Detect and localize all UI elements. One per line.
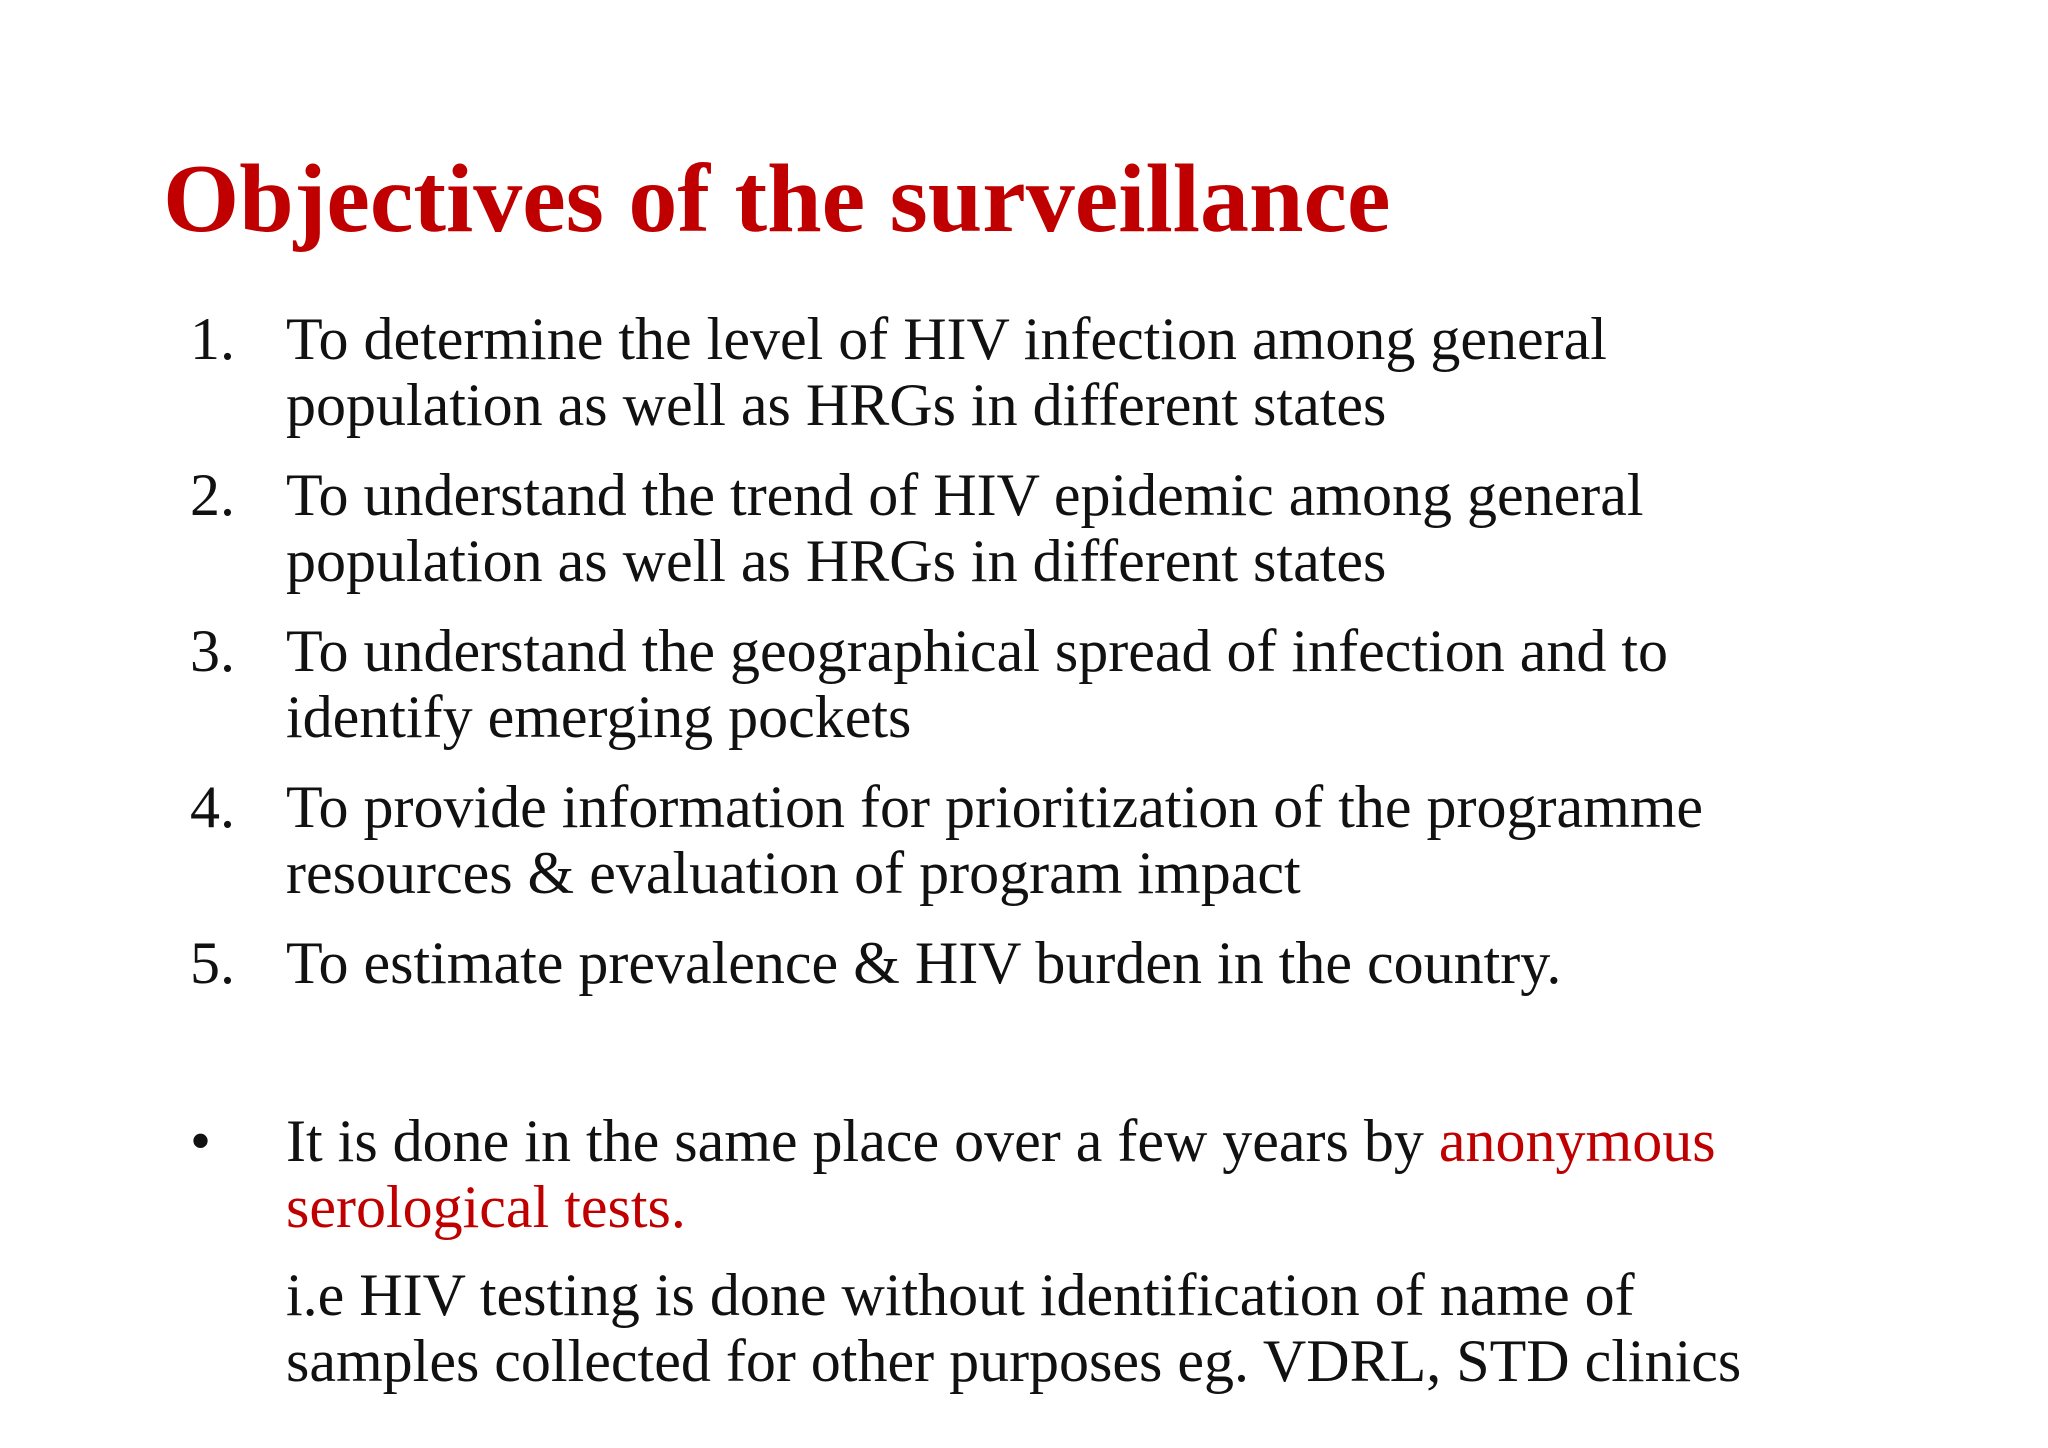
objective-line: To provide information for prioritization of the programme — [286, 774, 1704, 840]
objective-line: To determine the level of HIV infection among general — [286, 306, 1607, 372]
objective-line: population as well as HRGs in different states — [286, 528, 1387, 594]
objective-line: To understand the trend of HIV epidemic among general — [286, 462, 1644, 528]
bullet-highlight-text: anonymous — [1438, 1108, 1716, 1174]
bullet-block — [0, 1108, 2048, 1394]
list-number: 3. — [190, 618, 235, 684]
objectives-list — [0, 306, 2048, 1020]
bullet-text: It is done in the same place over a few years by — [286, 1108, 1439, 1174]
list-number: 2. — [190, 462, 235, 528]
list-number: 5. — [190, 930, 235, 996]
list-number: 1. — [190, 306, 235, 372]
bullet-line — [0, 1108, 2048, 1240]
bullet-note — [0, 1262, 2048, 1394]
objective-line: resources & evaluation of program impact — [286, 840, 1301, 906]
bullet-highlight-text: serological tests. — [286, 1174, 686, 1240]
objective-line: identify emerging pockets — [286, 684, 912, 750]
objective-line: population as well as HRGs in different states — [286, 372, 1387, 438]
objective-item-3 — [0, 618, 2048, 750]
list-number: 4. — [190, 774, 235, 840]
note-line: i.e HIV testing is done without identification of name of — [286, 1262, 1635, 1328]
objective-line: To estimate prevalence & HIV burden in the country. — [286, 930, 1562, 996]
slide-title: Objectives of the surveillance — [163, 145, 1391, 253]
objective-item-2 — [0, 462, 2048, 594]
bullet-dot: • — [190, 1108, 212, 1174]
objective-item-5 — [0, 930, 2048, 996]
objective-item-1 — [0, 306, 2048, 438]
note-line: samples collected for other purposes eg. VDRL, STD clinics — [286, 1328, 1742, 1394]
objective-line: To understand the geographical spread of infection and to — [286, 618, 1668, 684]
bullet-text-line — [286, 1108, 2048, 1174]
objective-item-4 — [0, 774, 2048, 906]
